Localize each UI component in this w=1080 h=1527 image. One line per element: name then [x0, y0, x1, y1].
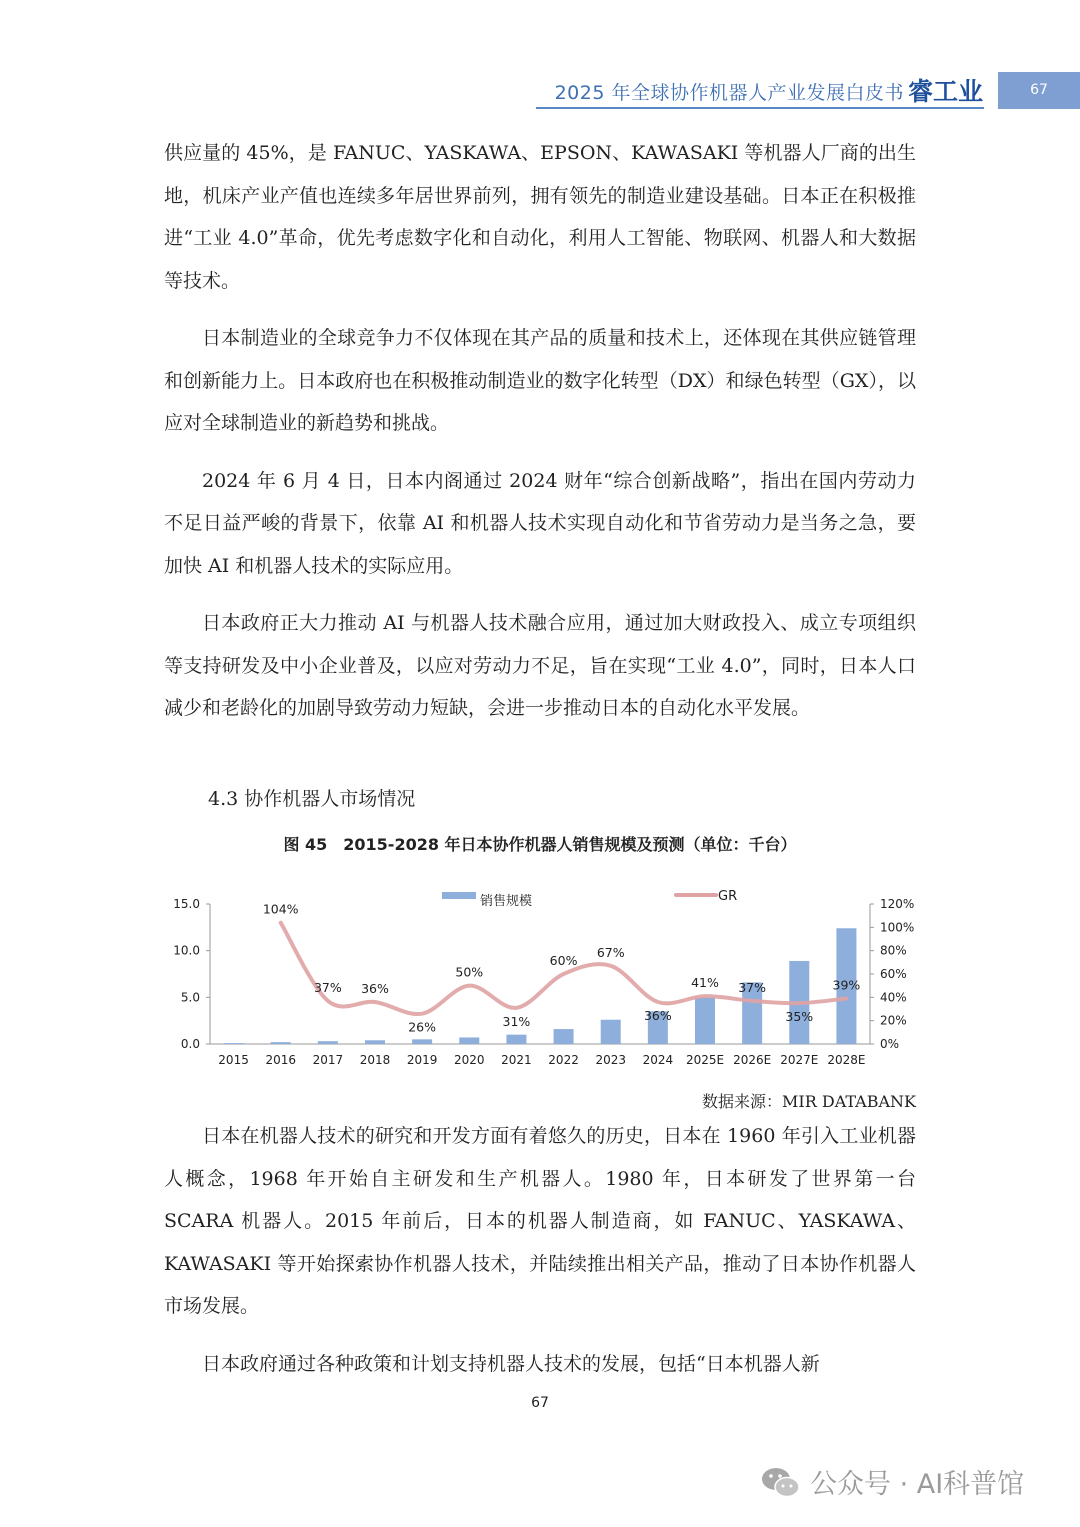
- paragraph: 日本政府正大力推动 AI 与机器人技术融合应用，通过加大财政投入、成立专项组织等支持研发及中小企业普及，以应对劳动力不足，旨在实现“工业 4.0”，同时，日本人口减少和老龄化的加剧导致劳动力短缺，会进一步推动日本的自动化水平发展。: [164, 612, 916, 719]
- gr-data-label: 50%: [455, 964, 484, 980]
- body-text-top: [164, 132, 916, 745]
- gr-data-label: 41%: [691, 975, 719, 991]
- bar-2018: [365, 1040, 385, 1044]
- bar-2015: [224, 1043, 244, 1044]
- gr-line: [281, 923, 847, 1014]
- x-tick-label: 2018: [359, 1053, 391, 1067]
- paragraph: 2024 年 6 月 4 日，日本内阁通过 2024 财年“综合创新战略”，指出在国内劳动力不足日益严峻的背景下，依靠 AI 和机器人技术实现自动化和节省劳动力是当务之急，要加快 AI 和机器人技术的实际应用。: [164, 469, 916, 577]
- gr-data-label: 36%: [361, 981, 389, 996]
- y-right-tick-label: 40%: [880, 990, 907, 1005]
- wechat-icon: [760, 1464, 802, 1502]
- watermark-text: 公众号 · AI科普馆: [810, 1469, 1025, 1500]
- x-tick-label: 2026E: [733, 1053, 772, 1067]
- gr-data-label: 36%: [643, 1008, 672, 1023]
- y-right-tick-label: 60%: [880, 967, 907, 981]
- paragraph: 日本在机器人技术的研究和开发方面有着悠久的历史，日本在 1960 年引入工业机器人概念，1968 年开始自主研发和生产机器人。1980 年，日本研发了世界第一台 SCARA 机器人。2015 年前后，日本的机器人制造商，如 FANUC、YASKAWA、KAWASAKI 等开始探索协作机器人技术，并陆续推出相关产品，推动了日本协作机器人市场发展。: [164, 1125, 916, 1317]
- gr-data-label: 31%: [502, 1013, 531, 1029]
- y-right-tick-label: 100%: [880, 920, 915, 935]
- gr-data-label: 60%: [549, 953, 578, 968]
- y-left-tick-label: 0.0: [180, 1037, 200, 1051]
- y-right-tick-label: 80%: [880, 943, 907, 958]
- x-tick-label: 2024: [642, 1053, 674, 1067]
- x-tick-label: 2023: [595, 1053, 626, 1067]
- paragraph: 日本制造业的全球竞争力不仅体现在其产品的质量和技术上，还体现在其供应链管理和创新能力上。日本政府也在积极推动制造业的数字化转型（DX）和绿色转型（GX），以应对全球制造业的新趋势和挑战。: [164, 327, 916, 434]
- bar-2021: [506, 1035, 526, 1044]
- data-source: 数据来源：MIR DATABANK: [702, 1092, 916, 1111]
- x-tick-label: 2020: [454, 1053, 485, 1067]
- x-tick-label: 2022: [548, 1053, 579, 1067]
- figure-caption: 图 45 2015-2028 年日本协作机器人销售规模及预测（单位：千台）: [283, 835, 797, 854]
- legend-label-bar: 销售规模: [480, 894, 533, 909]
- x-tick-label: 2021: [501, 1053, 532, 1067]
- bar-2022: [554, 1029, 574, 1044]
- y-right-tick-label: 120%: [880, 897, 915, 911]
- paragraph: 供应量的 45%，是 FANUC、YASKAWA、EPSON、KAWASAKI 等机器人厂商的出生地，机床产业产值也连续多年居世界前列，拥有领先的制造业建设基础。日本正在积极推进“工业 4.0”革命，优先考虑数字化和自动化，利用人工智能、物联网、机器人和大数据等技术。: [164, 142, 916, 292]
- header-page-tab: 67: [998, 72, 1080, 109]
- bar-2023: [601, 1020, 621, 1044]
- x-tick-label: 2019: [406, 1053, 438, 1067]
- bar-2017: [318, 1041, 338, 1044]
- bar-2019: [412, 1039, 432, 1044]
- y-left-tick-label: 5.0: [180, 990, 200, 1005]
- gr-data-label: 67%: [596, 944, 625, 960]
- section-heading: 4.3 协作机器人市场情况: [208, 788, 416, 810]
- x-tick-label: 2016: [265, 1053, 296, 1067]
- page-number: 67: [531, 1395, 549, 1411]
- x-tick-label: 2027E: [780, 1053, 819, 1067]
- x-tick-label: 2017: [312, 1053, 344, 1067]
- y-right-tick-label: 20%: [880, 1013, 907, 1028]
- y-left-tick-label: 15.0: [173, 897, 200, 911]
- legend-label-line: GR: [718, 889, 738, 904]
- x-tick-label: 2015: [218, 1053, 249, 1067]
- header-title: 2025 年全球协作机器人产业发展白皮书: [554, 82, 904, 104]
- bar-2025E: [695, 997, 715, 1044]
- body-text-bottom: [164, 1115, 916, 1400]
- y-right-tick-label: 0%: [880, 1037, 900, 1051]
- bar-2016: [271, 1042, 291, 1044]
- page-header: [0, 72, 1080, 110]
- gr-data-label: 39%: [832, 977, 861, 993]
- x-tick-label: 2025E: [685, 1053, 725, 1067]
- gr-data-label: 26%: [408, 1019, 437, 1035]
- gr-data-label: 35%: [785, 1009, 814, 1025]
- x-tick-label: 2028E: [827, 1053, 866, 1067]
- header-divider: [536, 107, 984, 109]
- gr-data-label: 37%: [313, 979, 342, 995]
- legend-swatch-bar: [442, 892, 476, 899]
- y-left-tick-label: 10.0: [173, 943, 200, 958]
- paragraph: 日本政府通过各种政策和计划支持机器人技术的发展，包括“日本机器人新: [202, 1352, 820, 1375]
- sales-chart: [164, 878, 924, 1078]
- gr-data-label: 104%: [262, 901, 299, 917]
- gr-data-label: 37%: [738, 979, 767, 995]
- header-brand-logo: 睿工业: [908, 77, 984, 106]
- bar-2020: [459, 1037, 479, 1044]
